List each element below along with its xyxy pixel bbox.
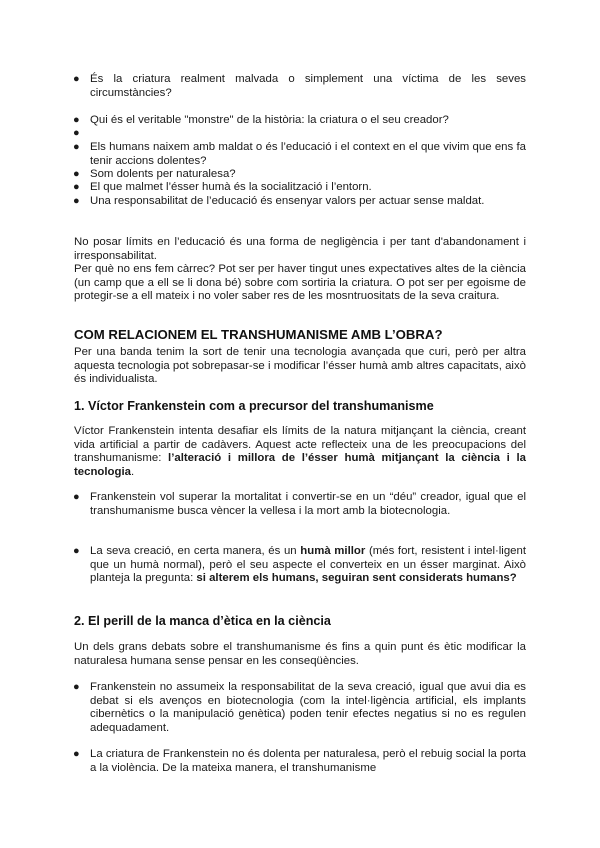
list-item	[73, 545, 526, 586]
bullet-icon: ●	[73, 491, 80, 503]
bullet-icon: ●	[73, 181, 80, 193]
list-item	[73, 748, 526, 775]
subsection-heading: 1. Víctor Frankenstein com a precursor del transhumanisme	[74, 399, 434, 413]
list-item	[73, 181, 526, 195]
list-item-text: Una responsabilitat de l’educació és ensenyar valors per actuar sense maldat.	[90, 195, 485, 207]
list-item-text-part: (més fort, resistent i intel·ligent que un humà normal), però el seu aspecte el converteix en un ésser marginat. Això planteja la pregunta:	[90, 545, 526, 585]
bullet-icon: ●	[73, 195, 80, 207]
list-item-text: Els humans naixem amb maldat o és l’educació i el context en el que vivim que ens fa tenir accions dolentes?	[90, 141, 526, 167]
emphasis-text: humà millor	[300, 545, 366, 557]
subsection-heading: 2. El perill de la manca d’ètica en la ciència	[74, 614, 331, 628]
section-heading: COM RELACIONEM EL TRANSHUMANISME AMB L’OBRA?	[74, 327, 443, 342]
list-item-text: Frankenstein vol superar la mortalitat i convertir-se en un “déu” creador, igual que el transhumanisme busca vèncer la vellesa i la mort amb la biotecnologia.	[90, 491, 526, 517]
bullet-icon: ●	[73, 681, 80, 693]
emphasis-text: si alterem els humans, seguiran sent considerats humans?	[196, 572, 517, 585]
bullet-icon: ●	[73, 748, 80, 760]
bullet-icon: ●	[73, 141, 80, 153]
bullet-icon: ●	[73, 73, 80, 85]
list-item-text: Som dolents per naturalesa?	[90, 168, 236, 180]
list-item	[73, 141, 526, 168]
list-item-text: Qui és el veritable "monstre" de la història: la criatura o el seu creador?	[90, 114, 449, 126]
paragraph: Per què no ens fem càrrec? Pot ser per haver tingut unes expectatives altes de la ciència (un camp que a ell se li dona bé) sobre com sortiria la criatura. O pot ser per egoisme de protegir-se a ell mateix i no voler saber res de les mosntruositats de la seva craitura.	[74, 263, 526, 303]
list-item	[73, 681, 526, 735]
list-item	[73, 195, 526, 209]
list-item-text: La criatura de Frankenstein no és dolenta per naturalesa, però el rebuig social la porta a la violència. De la mateixa manera, el transhumanisme	[90, 748, 526, 774]
paragraph: Per una banda tenim la sort de tenir una tecnologia avançada que curi, però per altra aquesta tecnologia pot sobrepasar-se i modificar l’ésser humà amb altres capacitats, això és individualista.	[74, 346, 526, 386]
paragraph: Un dels grans debats sobre el transhumanisme és fins a quin punt és ètic modificar la naturalesa humana sense pensar en les conseqüències.	[74, 641, 526, 667]
list-item-text: És la criatura realment malvada o simplement una víctima de les seves circumstàncies?	[90, 73, 526, 99]
list-item-text: Frankenstein no assumeix la responsabilitat de la seva creació, igual que avui dia es debat si els avenços en biotecnologia (com la intel·ligència artificial, els implants cibernètics o la manipulació genètica) poden tenir efectes negatius si no es regulen adequadament.	[90, 681, 526, 734]
paragraph-end: .	[130, 465, 135, 478]
list-item	[73, 114, 526, 128]
list-item	[73, 73, 526, 100]
list-item-text	[90, 545, 526, 586]
list-item	[73, 168, 526, 182]
bullet-icon: ●	[73, 114, 80, 126]
list-item-text-part: La seva creació, en certa manera, és un	[90, 545, 301, 557]
bullet-icon: ●	[73, 168, 80, 180]
bullet-icon: ●	[73, 127, 80, 139]
paragraph: No posar límits en l’educació és una forma de negligència i per tant d'abandonament i irresponsabilitat.	[74, 236, 526, 262]
list-item	[73, 491, 526, 518]
paragraph	[74, 425, 526, 479]
paragraph-text: Víctor Frankenstein intenta desafiar els límits de la natura mitjançant la ciència, creant vida artificial a partir de cadàvers. Aquest acte reflecteix una de les preocupacions del transhumanisme:	[74, 425, 526, 465]
bullet-icon: ●	[73, 545, 80, 557]
list-item-text: El que malmet l’ésser humà és la socialització i l’entorn.	[90, 181, 372, 193]
emphasis-text: l’alteració i millora de l’ésser humà mitjançant la ciència i la tecnologia	[74, 452, 527, 478]
